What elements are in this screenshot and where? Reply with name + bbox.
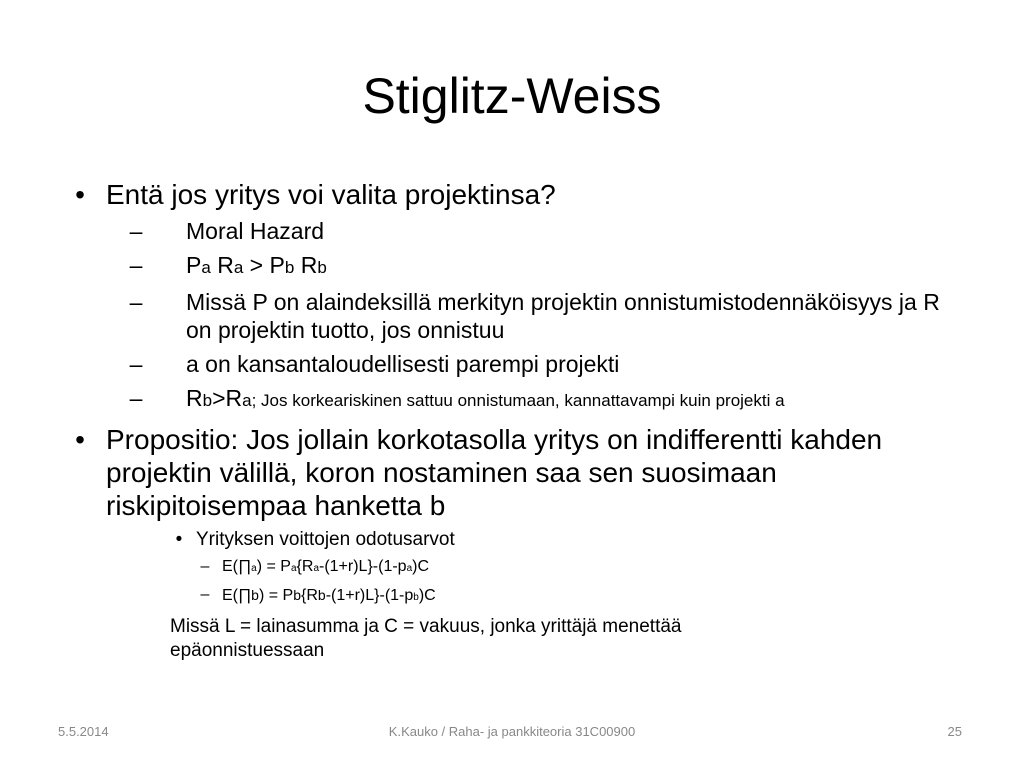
slide-title: Stiglitz-Weiss [362, 68, 662, 124]
expr-part: {R [296, 558, 314, 575]
expr-sub: b [293, 587, 301, 603]
expr-part: -(1+r)L}-(1-p [319, 558, 407, 575]
expr-part: {R [301, 587, 318, 604]
equation-text [222, 558, 429, 575]
bullet-2 [70, 423, 970, 522]
expr-sub: b [317, 587, 326, 603]
expr-sub: a [251, 563, 257, 574]
sub-bullet-inequality [129, 251, 970, 282]
expr-part: >R [212, 385, 243, 411]
sub-bullet-definition [129, 288, 970, 344]
equation-text [222, 587, 436, 604]
expr-part: ; Jos korkeariskinen sattuu onnistumaan, kannattavampi kuin projekti a [251, 391, 785, 410]
bullet-1-text: Entä jos yritys voi valita projektinsa? [106, 179, 556, 210]
dash-icon: – [129, 289, 143, 315]
sub-bullet-text: Moral Hazard [186, 218, 325, 244]
expr-sub: a [233, 258, 244, 277]
sub-bullet-moral-hazard [129, 217, 970, 245]
sub-sub-bullet-profits [175, 528, 970, 552]
dash-icon: – [200, 558, 210, 575]
bullet-dot-icon: • [75, 179, 85, 210]
bullet-dot-icon: • [175, 529, 183, 550]
expr-sub: a [406, 563, 413, 574]
footer-date: 5.5.2014 [58, 724, 109, 739]
expr-part: R [294, 252, 318, 278]
expr-sub: a [313, 563, 319, 574]
expr-part: )C [418, 587, 436, 604]
expr-sub: b [251, 587, 259, 603]
expr-sub: a [290, 563, 297, 574]
sub-bullet-rb-ra [129, 384, 970, 415]
expr-sub: a [201, 258, 211, 277]
equation-a [200, 556, 970, 580]
bullet-dot-icon: • [75, 424, 85, 455]
sub-bullet-text [186, 384, 970, 415]
footer-page-number: 25 [947, 724, 962, 739]
expr-sub: a [242, 391, 252, 410]
bullet-1 [70, 178, 970, 211]
dash-icon: – [129, 385, 143, 411]
slide-content [70, 178, 970, 663]
dash-icon: – [200, 586, 210, 603]
footer-course: K.Kauko / Raha- ja pankkiteoria 31C00900 [388, 724, 636, 739]
sub-bullet-text [186, 251, 970, 282]
expr-part: R [210, 252, 234, 278]
note-text: Missä L = lainasumma ja C = vakuus, jonka yrittäjä menettää epäonnistuessaan [170, 616, 682, 661]
expr-part: > P [243, 252, 285, 278]
sub-bullet-better-project [129, 350, 970, 378]
expr-sub: b [202, 391, 213, 410]
expr-part: R [186, 385, 203, 411]
expr-part: P [186, 252, 202, 278]
sub-sub-bullet-text: Yrityksen voittojen odotusarvot [196, 529, 455, 550]
dash-icon: – [129, 351, 143, 377]
expr-sub: b [413, 592, 419, 603]
dash-icon: – [129, 218, 143, 244]
expr-part: ) = P [258, 587, 294, 604]
expr-part: )C [412, 558, 430, 575]
expr-part: E(∏ [222, 587, 252, 604]
bullet-2-text: Propositio: Jos jollain korkotasolla yritys on indifferentti kahden projektin välillä, koron nostaminen saa sen suosimaan riskipitoisempaa hanketta b [106, 424, 883, 521]
expr-part: E(∏ [222, 558, 252, 575]
sub-bullet-text: a on kansantaloudellisesti parempi projekti [186, 351, 620, 377]
dash-icon: – [129, 252, 143, 278]
expr-sub: b [317, 258, 327, 277]
expr-part: ) = P [256, 558, 291, 575]
expr-part: -(1+r)L}-(1-p [325, 587, 414, 604]
expr-sub: b [284, 258, 295, 277]
equation-b [200, 584, 970, 609]
sub-bullet-text: Missä P on alaindeksillä merkityn projektin onnistumistodennäköisyys ja R on projektin tuotto, jos onnistuu [186, 289, 940, 343]
